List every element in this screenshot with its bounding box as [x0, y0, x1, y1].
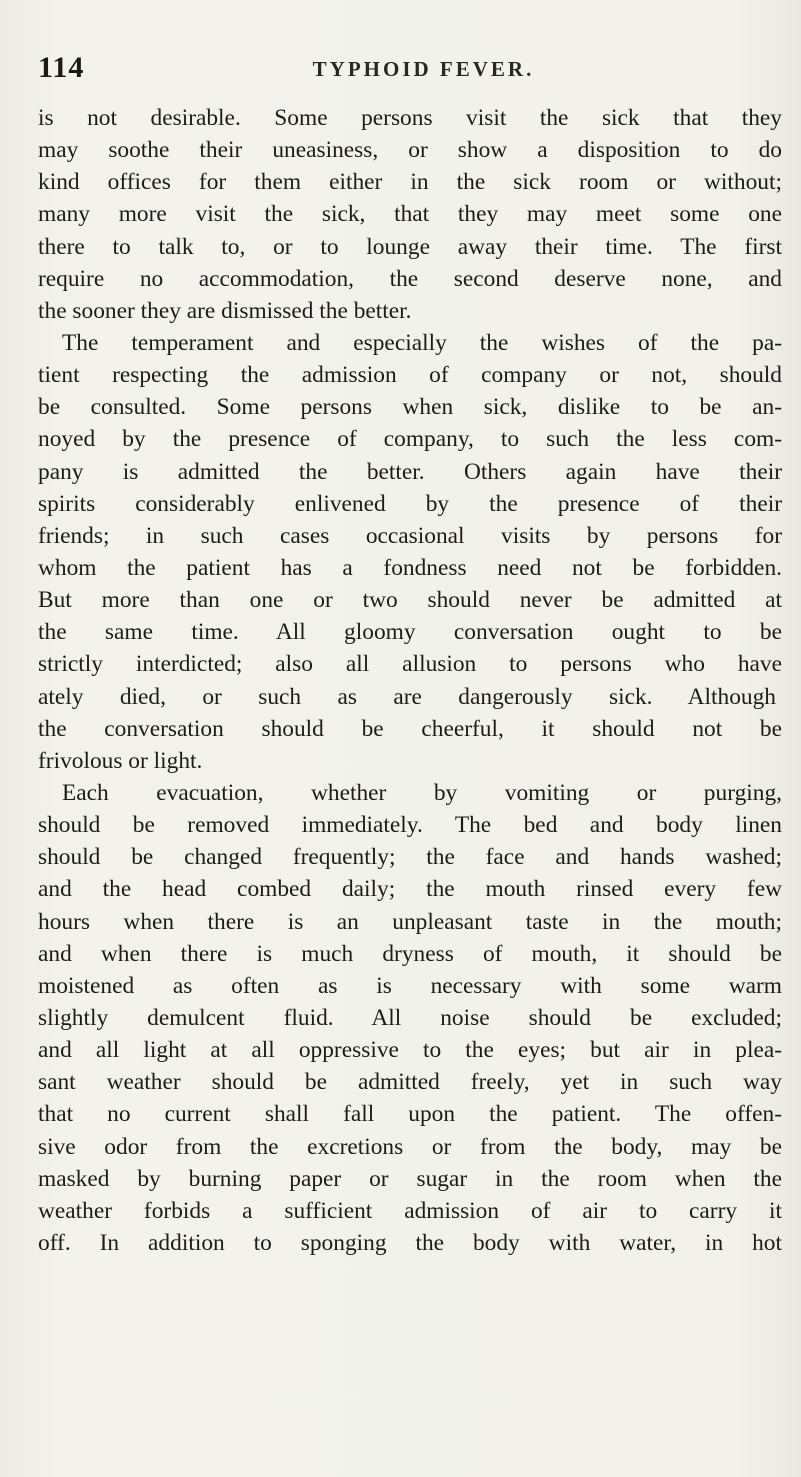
text-line: may soothe their uneasiness, or show a disposition to do [38, 137, 782, 164]
text-line: there to talk to, or to lounge away their time. The first [38, 233, 782, 260]
text-line: and all light at all oppressive to the eyes; but air in plea- [38, 1037, 782, 1064]
text-line: is not desirable. Some persons visit the sick that they [38, 105, 782, 131]
text-line: whom the patient has a fondness need not be forbidden. [38, 554, 782, 581]
text-line: tient respecting the admission of company or not, should [38, 362, 782, 389]
text-line: hours when there is an unpleasant taste in the mouth; [38, 908, 782, 935]
text-line: pany is admitted the better. Others again have their [38, 458, 782, 485]
text-line: sive odor from the excretions or from the body, may be [38, 1133, 782, 1160]
text-line: ately died, or such as are dangerously sick. Although [38, 683, 776, 710]
text-line: should be removed immediately. The bed and body linen [38, 812, 782, 839]
text-line: But more than one or two should never be admitted at [38, 587, 782, 614]
text-line: masked by burning paper or sugar in the room when the [38, 1165, 782, 1192]
text-line: noyed by the presence of company, to such the less com- [38, 426, 782, 453]
text-line: strictly interdicted; also all allusion to persons who have [38, 651, 782, 678]
text-line: require no accommodation, the second deserve none, and [38, 265, 782, 292]
text-line: frivolous or light. [38, 747, 203, 774]
paragraph-start-line: The temperament and especially the wishes of the pa- [62, 329, 782, 356]
paragraph-start-line: Each evacuation, whether by vomiting or purging, [62, 779, 782, 806]
text-line: the sooner they are dismissed the better. [38, 297, 412, 324]
text-line: friends; in such cases occasional visits by persons for [38, 522, 782, 549]
text-line: and the head combed daily; the mouth rinsed every few [38, 876, 782, 903]
text-line: off. In addition to sponging the body with water, in hot [38, 1229, 782, 1256]
text-line: the same time. All gloomy conversation ought to be [38, 619, 782, 646]
text-line: moistened as often as is necessary with some warm [38, 972, 782, 999]
page-header [0, 48, 801, 88]
text-line: weather forbids a sufficient admission of air to carry it [38, 1197, 782, 1224]
text-line: many more visit the sick, that they may meet some one [38, 201, 782, 228]
text-line: and when there is much dryness of mouth, it should be [38, 940, 782, 967]
running-head: TYPHOID FEVER. [312, 57, 535, 81]
page-number: 114 [38, 51, 85, 84]
body-text [38, 102, 782, 1259]
text-line: the conversation should be cheerful, it should not be [38, 715, 782, 742]
text-line: kind offices for them either in the sick room or without; [38, 169, 782, 196]
text-line: sant weather should be admitted freely, yet in such way [38, 1069, 782, 1096]
text-line: slightly demulcent fluid. All noise should be excluded; [38, 1004, 782, 1031]
text-line: that no current shall fall upon the patient. The offen- [38, 1101, 782, 1128]
text-line: be consulted. Some persons when sick, dislike to be an- [38, 394, 782, 421]
text-line: spirits considerably enlivened by the presence of their [38, 490, 782, 517]
text-line: should be changed frequently; the face and hands washed; [38, 844, 782, 871]
